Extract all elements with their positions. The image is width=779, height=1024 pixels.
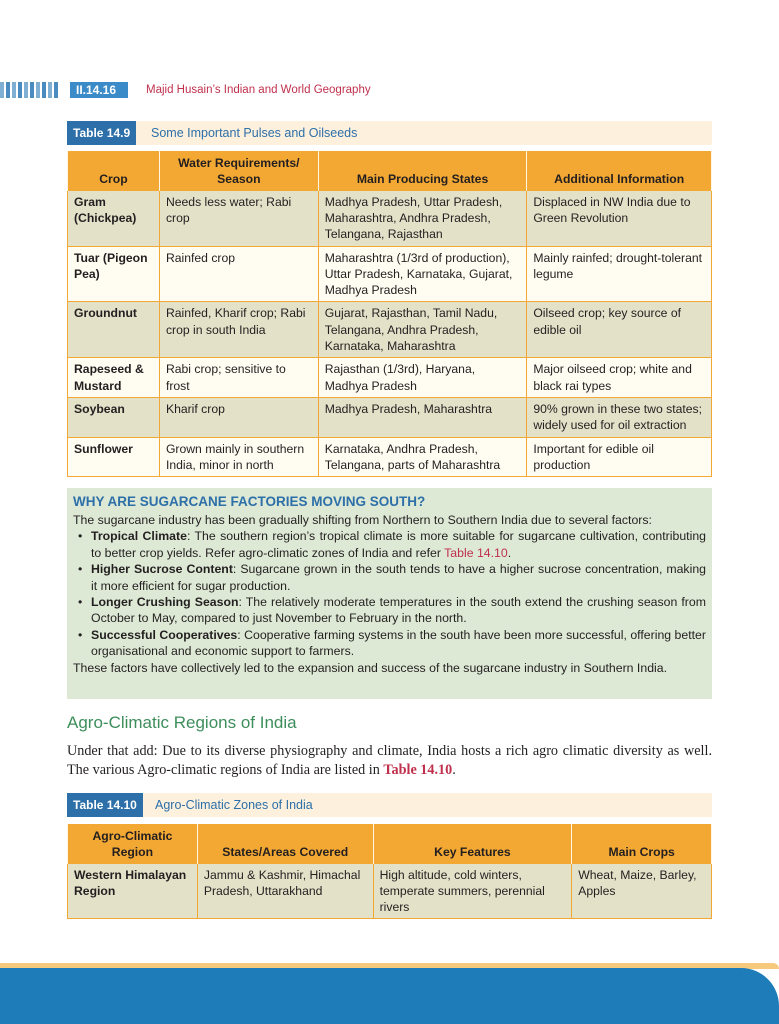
bullet-text: : The relatively moderate temperatures in the south extend the crushing season from October to May, compared to just November to February in the north. xyxy=(91,595,706,626)
table1-header: Additional Information xyxy=(527,152,712,191)
pulses-oilseeds-table xyxy=(67,151,712,477)
table-cell: Oilseed crop; key source of edible oil xyxy=(527,302,712,358)
bullet-term: Higher Sucrose Content xyxy=(91,562,233,577)
table-cell: Needs less water; Rabi crop xyxy=(159,190,318,246)
table1-title: Some Important Pulses and Oilseeds xyxy=(151,126,358,140)
table2-header: Key Features xyxy=(373,825,572,864)
table-cell: Rainfed crop xyxy=(159,246,318,302)
table-cell: Gujarat, Rajasthan, Tamil Nadu, Telangana, Andhra Pradesh, Karnataka, Maharashtra xyxy=(318,302,527,358)
table-cell: Western Himalayan Region xyxy=(68,863,198,919)
box-bullet-list xyxy=(73,528,706,659)
table-cell: Major oilseed crop; white and black rai types xyxy=(527,358,712,398)
table1-header: Water Requirements/ Season xyxy=(159,152,318,191)
table-cell: Displaced in NW India due to Green Revolution xyxy=(527,190,712,246)
table-row xyxy=(68,190,712,246)
sugarcane-info-box xyxy=(67,488,712,699)
list-item xyxy=(73,561,706,594)
table-cell: Tuar (Pigeon Pea) xyxy=(68,246,160,302)
page-number: II.14.16 xyxy=(70,82,128,98)
table-cell: Important for edible oil production xyxy=(527,437,712,477)
table2-caption xyxy=(67,793,712,817)
table-row xyxy=(68,437,712,477)
paragraph-tail: . xyxy=(452,762,456,778)
box-intro: The sugarcane industry has been gradually shifting from Northern to Southern India due to several factors: xyxy=(73,513,652,527)
table-row xyxy=(68,358,712,398)
table-cell: Gram (Chickpea) xyxy=(68,190,160,246)
table-cell: Rapeseed & Mustard xyxy=(68,358,160,398)
list-item xyxy=(73,627,706,660)
box-heading: WHY ARE SUGARCANE FACTORIES MOVING SOUTH? xyxy=(73,494,426,509)
table-cell: Groundnut xyxy=(68,302,160,358)
table-row xyxy=(68,246,712,302)
table2-header: Main Crops xyxy=(572,825,712,864)
table-cell: Madhya Pradesh, Maharashtra xyxy=(318,398,527,438)
table2-title: Agro-Climatic Zones of India xyxy=(155,798,313,812)
table-reference-link[interactable]: Table 14.10 xyxy=(383,762,453,778)
table-cell: Maharashtra (1/3rd of production), Uttar Pradesh, Karnataka, Gujarat, Madhya Pradesh xyxy=(318,246,527,302)
table2-header: States/Areas Covered xyxy=(197,825,373,864)
table-cell: Jammu & Kashmir, Himachal Pradesh, Uttarakhand xyxy=(197,863,373,919)
header-stripes xyxy=(0,82,60,98)
table-cell: Wheat, Maize, Barley, Apples xyxy=(572,863,712,919)
table-reference-link[interactable]: Table 14.10 xyxy=(444,545,508,560)
table-cell: Grown mainly in southern India, minor in north xyxy=(159,437,318,477)
table-cell: Rabi crop; sensitive to frost xyxy=(159,358,318,398)
table-cell: Karnataka, Andhra Pradesh, Telangana, parts of Maharashtra xyxy=(318,437,527,477)
table-row xyxy=(68,302,712,358)
footer-band xyxy=(0,968,779,1024)
table-cell: High altitude, cold winters, temperate summers, perennial rivers xyxy=(373,863,572,919)
table-cell: Rainfed, Kharif crop; Rabi crop in south India xyxy=(159,302,318,358)
bullet-term: Successful Cooperatives xyxy=(91,627,238,642)
list-item xyxy=(73,528,706,561)
table1-header: Main Producing States xyxy=(318,152,527,191)
agro-climatic-zones-table xyxy=(67,824,712,919)
table-cell: 90% grown in these two states; widely used for oil extraction xyxy=(527,398,712,438)
bullet-term: Longer Crushing Season xyxy=(91,595,239,610)
table-cell: Mainly rainfed; drought-tolerant legume xyxy=(527,246,712,302)
book-title: Majid Husain’s Indian and World Geography xyxy=(146,84,371,96)
section-paragraph xyxy=(67,742,712,780)
table2-header: Agro-Climatic Region xyxy=(68,825,198,864)
table1-header: Crop xyxy=(68,152,160,191)
table-row xyxy=(68,398,712,438)
table1-caption xyxy=(67,121,712,145)
table-row xyxy=(68,863,712,919)
bullet-text: : Sugarcane grown in the south tends to have a higher sucrose concentration, making it more efficient for sugar production. xyxy=(91,562,706,593)
bullet-text: : The southern region’s tropical climate is more suitable for sugarcane cultivation, contributing to better crop yields. Refer agro-climatic zones of India and refer xyxy=(91,529,706,560)
table-cell: Kharif crop xyxy=(159,398,318,438)
list-item xyxy=(73,594,706,627)
box-closing: These factors have collectively led to the expansion and success of the sugarcane industry in Southern India. xyxy=(73,660,668,675)
bullet-text-tail: . xyxy=(507,545,512,560)
table2-label: Table 14.10 xyxy=(67,793,143,817)
table1-label: Table 14.9 xyxy=(67,121,136,145)
table-cell: Madhya Pradesh, Uttar Pradesh, Maharashtra, Andhra Pradesh, Telangana, Rajasthan xyxy=(318,190,527,246)
table-cell: Sunflower xyxy=(68,437,160,477)
table-cell: Rajasthan (1/3rd), Haryana, Madhya Pradesh xyxy=(318,358,527,398)
bullet-term: Tropical Climate xyxy=(91,529,187,544)
section-heading: Agro-Climatic Regions of India xyxy=(67,713,297,732)
table-cell: Soybean xyxy=(68,398,160,438)
paragraph-text: Under that add: Due to its diverse physiography and climate, India hosts a rich agro climatic diversity as well. The various Agro-climatic regions of India are listed in xyxy=(67,743,712,778)
bullet-text: : Cooperative farming systems in the south have been more successful, offering better organisational and economic support to farmers. xyxy=(91,627,706,659)
